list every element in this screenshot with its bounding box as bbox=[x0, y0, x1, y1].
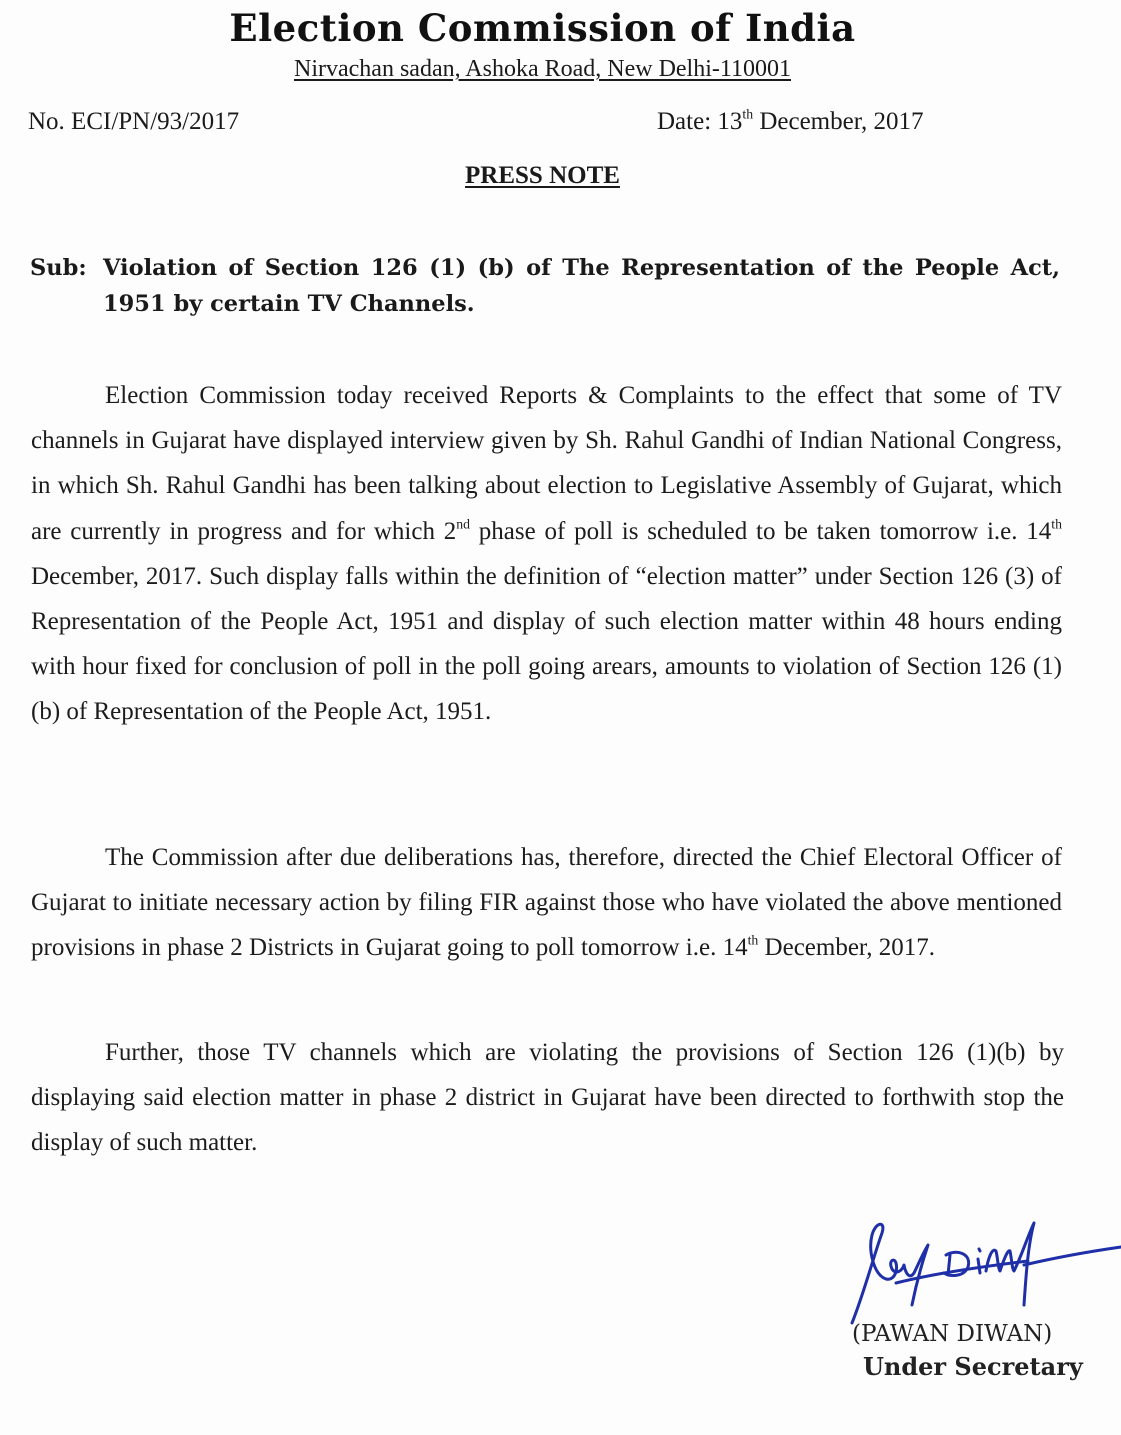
signatory-designation: Under Secretary bbox=[863, 1352, 1083, 1381]
document-title: Election Commission of India bbox=[229, 6, 856, 50]
paragraph-3-text: Further, those TV channels which are violating the provisions of Section 126 (1)(b) by displaying said election matter in phase 2 district in Gujarat have been directed to forthwith stop the display of such matter. bbox=[31, 1039, 1064, 1157]
press-note-heading bbox=[0, 162, 1085, 190]
paragraph-2-part-a: The Commission after due deliberations has, therefore, directed the Chief Electoral Officer of Gujarat to initiate necessary action by filing FIR against those who have violated the above mentioned provisions in phase 2 Districts in Gujarat going to poll tomorrow i.e. 14 bbox=[31, 844, 1062, 962]
document-date bbox=[657, 108, 924, 136]
paragraph-1-part-a: Election Commission today received Reports & Complaints to the effect that some of TV channels in Gujarat have displayed interview given by Sh. Rahul Gandhi of Indian National Congress, in which Sh. Rahul Gandhi has been talking about election to Legislative Assembly of Gujarat, which are currently in progress and for which 2 bbox=[31, 382, 1062, 545]
subject-text: Violation of Section 126 (1) (b) of The Representation of the People Act, 1951 by certain TV Channels. bbox=[103, 255, 1060, 317]
paragraph-2-part-b: December, 2017. bbox=[758, 934, 936, 962]
address-line bbox=[0, 56, 1085, 83]
superscript-th: th bbox=[747, 933, 759, 949]
paragraph-1-part-b: phase of poll is scheduled to be taken tomorrow i.e. 14 bbox=[470, 517, 1052, 545]
signatory-name: (PAWAN DIWAN) bbox=[852, 1321, 1053, 1347]
subject-line bbox=[30, 250, 1060, 322]
signature bbox=[838, 1215, 1121, 1325]
press-note-text: PRESS NOTE bbox=[465, 162, 620, 189]
superscript-nd: nd bbox=[456, 516, 471, 532]
signature-stroke-p bbox=[852, 1224, 928, 1323]
reference-number: No. ECI/PN/93/2017 bbox=[28, 108, 240, 135]
date-suffix: December, 2017 bbox=[753, 108, 924, 135]
paragraph-2 bbox=[31, 835, 1062, 971]
date-prefix: Date: 13 bbox=[657, 108, 743, 135]
superscript-th: th bbox=[1051, 516, 1062, 532]
date-superscript: th bbox=[742, 106, 754, 122]
paragraph-1 bbox=[31, 373, 1062, 735]
paragraph-3 bbox=[31, 1030, 1064, 1166]
subject-label: Sub: bbox=[30, 255, 87, 281]
paragraph-1-part-c: December, 2017. Such display falls within the definition of “election matter” under Section 126 (3) of Representation of the People Act, 1951 and display of such election matter within 48 hours ending with hour fixed for conclusion of poll in the poll going arears, amounts to violation of Section 126 (1)(b) of Representation of the People Act, 1951. bbox=[31, 562, 1062, 726]
signature-stroke-tail bbox=[1024, 1247, 1121, 1265]
address-text: Nirvachan sadan, Ashoka Road, New Delhi-110001 bbox=[294, 56, 791, 82]
